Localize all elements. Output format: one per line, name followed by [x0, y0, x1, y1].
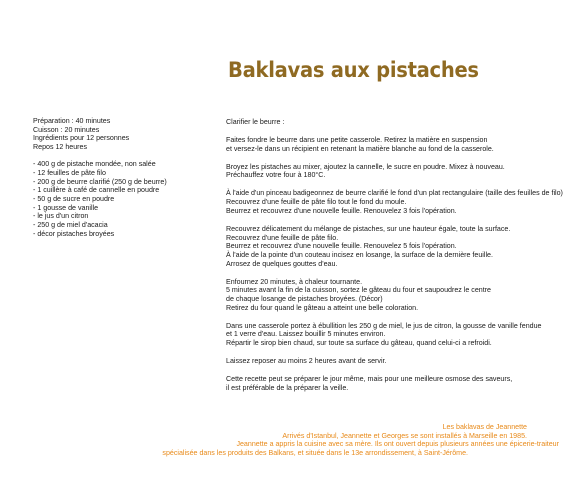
step-line: Recouvrez d'une feuille de pâte filo.: [226, 233, 339, 242]
ingredient-item: - 1 cuillère à café de cannelle en poudre: [33, 186, 160, 195]
step-line: Laissez reposer au moins 2 heures avant de servir.: [226, 357, 387, 366]
step-line: Faites fondre le beurre dans une petite casserole. Retirez la matière en suspension: [226, 136, 488, 144]
info-line: Repos 12 heures: [33, 142, 88, 151]
step-paragraph: [226, 225, 566, 269]
step-line: Recouvrez d'une feuille de pâte filo tout le fond du moule.: [226, 198, 407, 207]
step-line: À l'aide de la pointe d'un couteau incisez en losange, la surface de la dernière feuille.: [226, 250, 493, 259]
step-line: Retirez du four quand le gâteau a atteint une belle coloration.: [226, 303, 419, 312]
step-line: et versez-le dans un récipient en retenant la matière blanche au fond de la casserole.: [226, 144, 494, 153]
recipe-steps: [226, 118, 566, 402]
step-line: Broyez les pistaches au mixer, ajoutez la cannelle, le sucre en poudre. Mixez à nouveau.: [226, 162, 505, 171]
recipe-info-panel: [33, 117, 208, 238]
step-line: il est préférable de la préparer la veille.: [226, 383, 349, 392]
step-paragraph: [226, 278, 566, 313]
step-line: Arrosez de quelques gouttes d'eau.: [226, 259, 338, 268]
step-line: 5 minutes avant la fin de la cuisson, sortez le gâteau du four et saupoudrez le centre: [226, 286, 491, 295]
ingredient-item: - 200 g de beurre clarifié (250 g de beurre): [33, 177, 167, 186]
ingredient-item: - 250 g de miel d'acacia: [33, 220, 108, 229]
step-line: Cette recette peut se préparer le jour même, mais pour une meilleure osmose des saveurs,: [226, 375, 513, 384]
step-paragraph: [226, 357, 566, 366]
step-line: Beurrez et recouvrez d'une nouvelle feuille. Renouvelez 5 fois l'opération.: [226, 242, 457, 251]
step-line: Clarifier le beurre :: [226, 118, 285, 126]
step-line: Beurrez et recouvrez d'une nouvelle feuille. Renouvelez 3 fois l'opération.: [226, 206, 457, 215]
step-line: Enfournez 20 minutes, à chaleur tournante.: [226, 277, 363, 286]
ingredient-item: - 12 feuilles de pâte filo: [33, 168, 106, 177]
step-line: et 1 verre d'eau. Laissez bouillir 5 minutes environ.: [226, 330, 386, 339]
note-line: spécialisée dans les produits des Balkans, et située dans le 13e arrondissement, à Saint-Jérôme.: [162, 449, 468, 458]
ingredient-item: - le jus d'un citron: [33, 212, 89, 221]
step-line: Préchauffez votre four à 180°C.: [226, 171, 326, 180]
step-paragraph: [226, 189, 566, 215]
step-paragraph: [226, 118, 566, 127]
note-line: Jeannette a appris la cuisine avec sa mère. Ils ont ouvert depuis plusieurs années une épicerie-traiteur: [236, 440, 559, 449]
step-paragraph: [226, 375, 566, 392]
note-line: Arrivés d'Istanbul, Jeannette et Georges se sont installés à Marseille en 1985.: [282, 431, 527, 440]
step-paragraph: [226, 136, 566, 153]
info-line: Ingrédients pour 12 personnes: [33, 134, 130, 143]
step-paragraph: [226, 322, 566, 348]
info-line: Cuisson : 20 minutes: [33, 125, 100, 134]
step-line: À l'aide d'un pinceau badigeonnez de beurre clarifié le fond d'un plat rectangulaire (taille des feuilles de filo): [226, 189, 563, 198]
info-line: Préparation : 40 minutes: [33, 117, 111, 125]
step-paragraph: [226, 163, 566, 180]
step-line: Recouvrez délicatement du mélange de pistaches, sur une hauteur égale, toute la surface.: [226, 224, 511, 233]
step-line: Dans une casserole portez à ébullition les 250 g de miel, le jus de citron, la gousse de vanille fendue: [226, 321, 542, 330]
note-title: Les baklavas de Jeannette: [442, 423, 527, 431]
recipe-title: Baklavas aux pistaches: [228, 58, 479, 82]
ingredient-item: - 50 g de sucre en poudre: [33, 194, 115, 203]
step-line: de chaque losange de pistaches broyées. (Décor): [226, 295, 383, 304]
ingredient-item: - 400 g de pistache mondée, non salée: [33, 160, 156, 169]
author-note: [159, 423, 559, 458]
step-line: Répartir le sirop bien chaud, sur toute sa surface du gâteau, quand celui-ci a refroidi.: [226, 339, 492, 348]
ingredient-item: - décor pistaches broyées: [33, 229, 115, 238]
ingredient-item: - 1 gousse de vanille: [33, 203, 99, 212]
